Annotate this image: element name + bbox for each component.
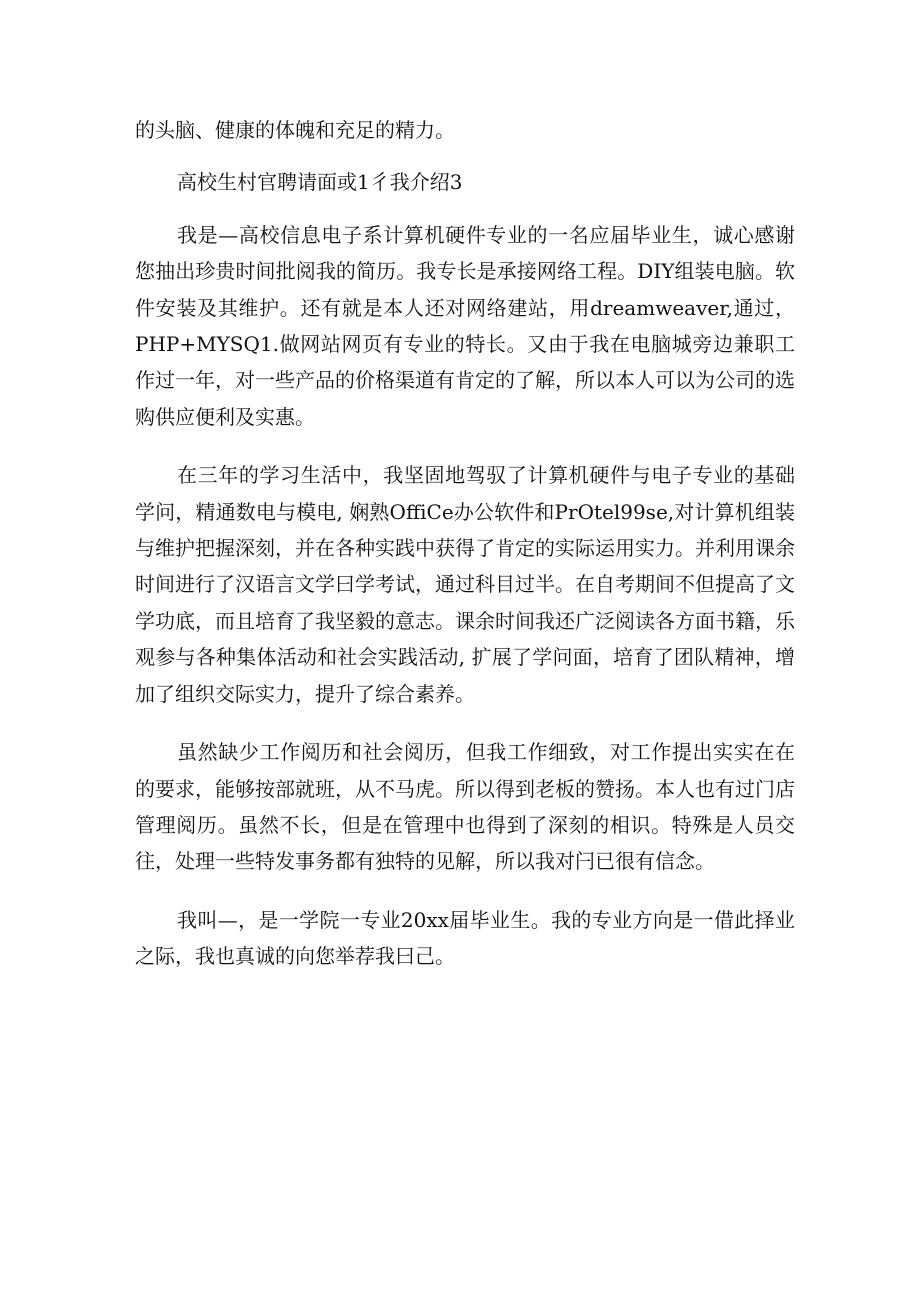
paragraph-continuation: 的头脑、健康的体魄和充足的精力。	[135, 118, 455, 142]
document-body	[135, 112, 795, 975]
paragraph-self-introduction: 我叫—，是一学院一专业20xx届毕业生。我的专业方向是一借此择业之际，我也真诚的向您举荐我曰己。	[135, 907, 795, 969]
paragraph-intro: 我是—高校信息电子系计算机硬件专业的一名应届毕业生，诚心感谢您抽出珍贵时间批阅我的简历。我专长是承接网络工程。DIY组装电脑。软件安装及其维护。还有就是本人还对网络建站，用dreamweaver,通过，PHP+MYSQ1.做网站网页有专业的特长。又由于我在电脑城旁边兼职工作过一年，对一些产品的价格渠道有肯定的了解，所以本人可以为公司的选购供应便利及实惠。	[135, 222, 795, 429]
paragraph-study: 在三年的学习生活中，我坚固地驾驭了计算机硬件与电子专业的基础学问，精通数电与模电, 娴熟OffiCe办公软件和PrOtel99se,对计算机组装与维护把握深刻，并在各种实践中获得了肯定的实际运用实力。并利用课余时间进行了汉语言文学曰学考试，通过科目过半。在自考期间不但提高了文学功底，而且培育了我坚毅的意志。课余时间我还广泛阅读各方面书籍，乐观参与各种集体活动和社会实践活动, 扩展了学问面，培育了团队精神，增加了组织交际实力，提升了综合素养。	[135, 463, 795, 706]
section-heading: 高校生村官聘请面或1彳我介绍3	[177, 170, 463, 195]
paragraph-experience: 虽然缺少工作阅历和社会阅历，但我工作细致，对工作提出实实在在的要求，能够按部就班，从不马虎。所以得到老板的赞扬。本人也有过门店管理阅历。虽然不长，但是在管理中也得到了深刻的相识。特殊是人员交往，处理一些特发事务都有独特的见解，所以我对闩已很有信念。	[135, 740, 795, 874]
